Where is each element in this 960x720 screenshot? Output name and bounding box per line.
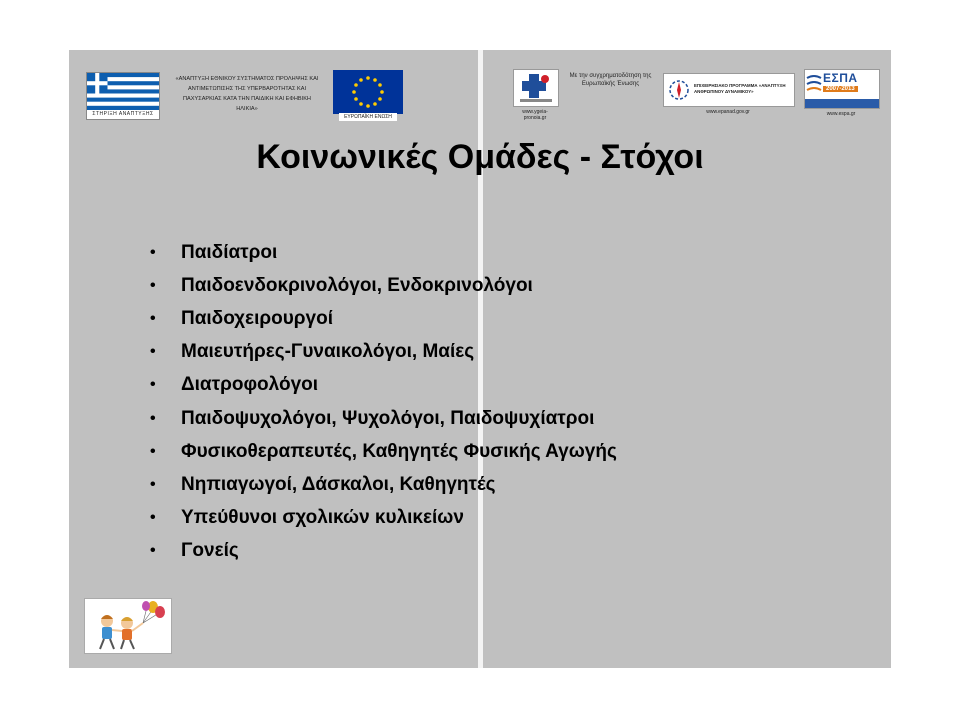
list-item: [150, 302, 617, 335]
bullet-icon: •: [150, 309, 156, 327]
bullet-icon: •: [150, 442, 156, 460]
bullet-icon: •: [150, 475, 156, 493]
list-item: [150, 236, 617, 269]
health-ministry-logo: [513, 69, 557, 119]
list-item: [150, 468, 617, 501]
operational-programme-title: ΕΠΙΧΕΙΡΗΣΙΑΚΟ ΠΡΟΓΡΑΜΜΑ «ΑΝΑΠΤΥΞΗ ΑΝΘΡΩΠΙΝΟΥ ΔΥΝΑΜΙΚΟΥ»: [694, 83, 786, 94]
list-item: [150, 269, 617, 302]
espa-url: www.espa.gr: [826, 111, 856, 117]
list-item-label: Γονείς: [181, 540, 239, 562]
list-item-label: Φυσικοθεραπευτές, Καθηγητές Φυσικής Αγωγής: [181, 440, 617, 462]
espa-logo: [804, 69, 878, 119]
espa-name: ΕΣΠΑ: [823, 71, 858, 85]
bullet-icon: •: [150, 276, 156, 294]
espa-years: 2007-2013: [823, 86, 858, 92]
bullet-icon: •: [150, 509, 156, 527]
list-item-label: Μαιευτήρες-Γυναικολόγοι, Μαίες: [181, 341, 475, 363]
list-item: [150, 402, 617, 435]
list-item-label: Υπεύθυνοι σχολικών κυλικείων: [181, 507, 464, 529]
bullet-icon: •: [150, 542, 156, 560]
bullet-icon: •: [150, 343, 156, 361]
list-item: [150, 336, 617, 369]
operational-programme-logo: [663, 73, 793, 113]
eu-flag-icon: [333, 70, 403, 114]
eu-caption: ΕΥΡΩΠΑΪΚΗ ΕΝΩΣΗ: [339, 113, 397, 121]
health-url: www.ygeia-pronoia.gr: [522, 109, 548, 121]
greek-flag-logo: [86, 72, 160, 120]
list-item-label: Διατροφολόγοι: [181, 374, 319, 396]
list-item: [150, 535, 617, 568]
bullet-icon: •: [150, 243, 156, 261]
bullet-icon: •: [150, 409, 156, 427]
list-item: [150, 502, 617, 535]
list-item-label: Παιδοχειρουργοί: [181, 307, 333, 329]
compass-icon: [666, 75, 692, 105]
espa-stripe: [805, 99, 879, 108]
list-item-label: Παιδοενδοκρινολόγοι, Ενδοκρινολόγοι: [181, 274, 533, 296]
list-item-label: Παιδοψυχολόγοι, Ψυχολόγοι, Παιδοψυχίατροι: [181, 407, 595, 429]
kids-balloons-logo: [84, 598, 172, 654]
list-item-label: Νηπιαγωγοί, Δάσκαλοι, Καθηγητές: [181, 473, 496, 495]
slide-title: Κοινωνικές Ομάδες - Στόχοι: [256, 138, 704, 176]
health-cross-icon: [514, 70, 558, 106]
espa-waves-icon: [806, 72, 822, 100]
eu-flag-logo: [333, 70, 403, 120]
kids-illustration-icon: [85, 599, 171, 653]
cofunding-text: Με την συγχρηματοδότηση της Ευρωπαϊκής Ένωσης: [569, 73, 652, 87]
list-item: [150, 369, 617, 402]
list-item-label: Παιδίατροι: [181, 241, 278, 263]
list-item: [150, 435, 617, 468]
greek-flag-icon: [87, 73, 159, 110]
operational-programme-url: www.epanad.gov.gr: [706, 109, 750, 115]
program-title-text: «ΑΝΑΠΤΥΞΗ ΕΘΝΙΚΟΥ ΣΥΣΤΗΜΑΤΟΣ ΠΡΟΛΗΨΗΣ ΚΑΙ ΑΝΤΙΜΕΤΩΠΙΣΗΣ ΤΗΣ ΥΠΕΡΒΑΡΟΤΗΤΑΣ ΚΑΙ ΠΑΧΥΣΑΡΚΙΑΣ ΚΑΤΑ ΤΗΝ ΠΑΙΔΙΚΗ ΚΑΙ ΕΦΗΒΙΚΗ ΗΛΙΚΙΑ»: [175, 76, 319, 112]
flag-caption: ΣΤΗΡΙΞΗ ΑΝΑΠΤΥΞΗΣ: [87, 110, 159, 119]
target-groups-list: [150, 236, 617, 568]
bullet-icon: •: [150, 376, 156, 394]
